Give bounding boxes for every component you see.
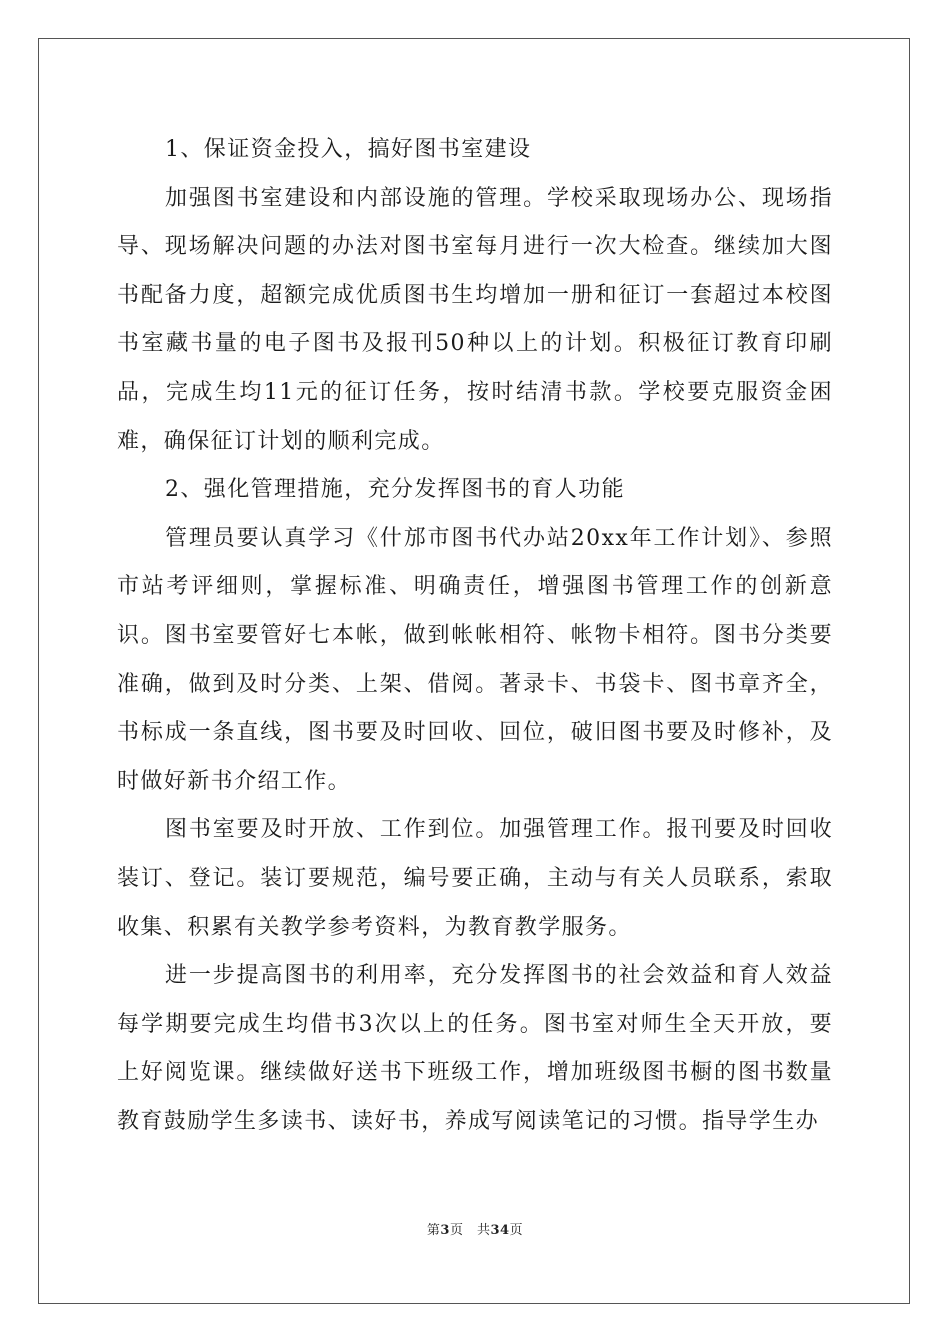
footer-middle: 页 共 <box>449 1223 491 1238</box>
section-heading-1: 1、保证资金投入，搞好图书室建设 <box>165 137 532 162</box>
paragraph-3: 图书室要及时开放、工作到位。加强管理工作。报刊要及时回收装订、登记。装订要规范，编号要正确，主动与有关人员联系，索取收集、积累有关教学参考资料，为教育教学服务。 <box>117 817 833 940</box>
footer-total-pages: 34 <box>490 1223 510 1238</box>
paragraph-4: 进一步提高图书的利用率，充分发挥图书的社会效益和育人效益每学期要完成生均借书3次以上的任务。图书室对师生全天开放，要上好阅览课。继续做好送书下班级工作，增加班级图书橱的图书数量教育鼓励学生多读书、读好书，养成写阅读笔记的习惯。指导学生办 <box>117 963 833 1134</box>
footer-suffix: 页 <box>509 1223 524 1238</box>
paragraph-1: 加强图书室建设和内部设施的管理。学校采取现场办公、现场指导、现场解决问题的办法对图书室每月进行一次大检查。继续加大图书配备力度，超额完成优质图书生均增加一册和征订一套超过本校图书室藏书量的电子图书及报刊50种以上的计划。积极征订教育印刷品，完成生均11元的征订任务，按时结清书款。学校要克服资金困难，确保征订计划的顺利完成。 <box>117 185 833 454</box>
document-body <box>117 126 833 1146</box>
footer-prefix: 第 <box>426 1223 441 1238</box>
footer-current-page: 3 <box>440 1223 450 1238</box>
paragraph-2: 管理员要认真学习《什邡市图书代办站20xx年工作计划》、参照市站考评细则，掌握标准、明确责任，增强图书管理工作的创新意识。图书室要管好七本帐，做到帐帐相符、帐物卡相符。图书分类要准确，做到及时分类、上架、借阅。著录卡、书袋卡、图书章齐全，书标成一条直线，图书要及时回收、回位，破旧图书要及时修补，及时做好新书介绍工作。 <box>117 525 833 794</box>
page-footer <box>0 1219 950 1238</box>
section-heading-2: 2、强化管理措施，充分发挥图书的育人功能 <box>165 477 625 503</box>
